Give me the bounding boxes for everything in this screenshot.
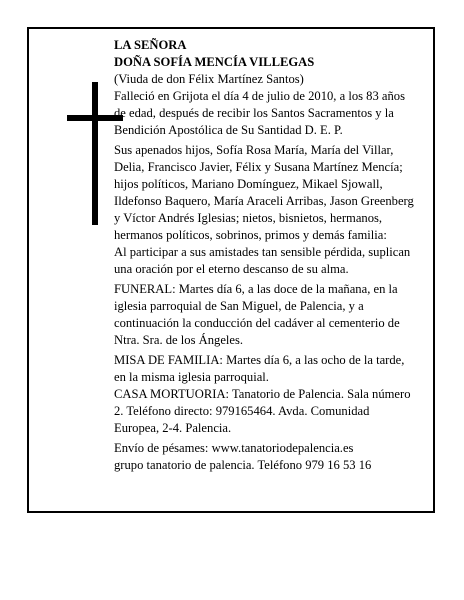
deceased-name: DOÑA SOFÍA MENCÍA VILLEGAS bbox=[114, 55, 315, 69]
heading-title: LA SEÑORA bbox=[114, 38, 187, 52]
death-paragraph: Falleció en Grijota el día 4 de julio de 2010, a los 83 años de edad, después de recibir los Santos Sacramentos y la Bendición Apostólica de Su Santidad D. E. P. bbox=[114, 89, 405, 137]
funeral-home-paragraph: CASA MORTUORIA: Tanatorio de Palencia. Sala número 2. Teléfono directo: 979165464. Avda. Comunidad Europea, 2-4. Palencia. bbox=[114, 387, 411, 435]
funeral-paragraph: FUNERAL: Martes día 6, a las doce de la mañana, en la iglesia parroquial de San Miguel, de Palencia, y a continuación la conducción del cadáver al cementerio de Ntra. Sra. de los Ángeles. bbox=[114, 282, 400, 347]
cross-icon bbox=[92, 82, 98, 225]
contact-line: grupo tanatorio de palencia. Teléfono 979 16 53 16 bbox=[114, 458, 372, 472]
obituary-text bbox=[114, 37, 414, 474]
condolences-line: Envío de pésames: www.tanatoriodepalencia.es bbox=[114, 441, 354, 455]
family-paragraph: Sus apenados hijos, Sofía Rosa María, María del Villar, Delia, Francisco Javier, Félix y Susana Martínez Mencía; hijos políticos, Mariano Domínguez, Mikael Sjowall, Ildefonso Baquero, María Araceli Arribas, Jason Greenberg y Víctor Andrés Iglesias; nietos, bisnietos, hermanos, hermanos políticos, sobrinos, primos y demás familia: bbox=[114, 143, 414, 242]
prayer-paragraph: Al participar a sus amistades tan sensible pérdida, suplican una oración por el eterno descanso de su alma. bbox=[114, 245, 411, 276]
widow-line: (Viuda de don Félix Martínez Santos) bbox=[114, 72, 304, 86]
family-mass-paragraph: MISA DE FAMILIA: Martes día 6, a las ocho de la tarde, en la misma iglesia parroquial. bbox=[114, 353, 405, 384]
